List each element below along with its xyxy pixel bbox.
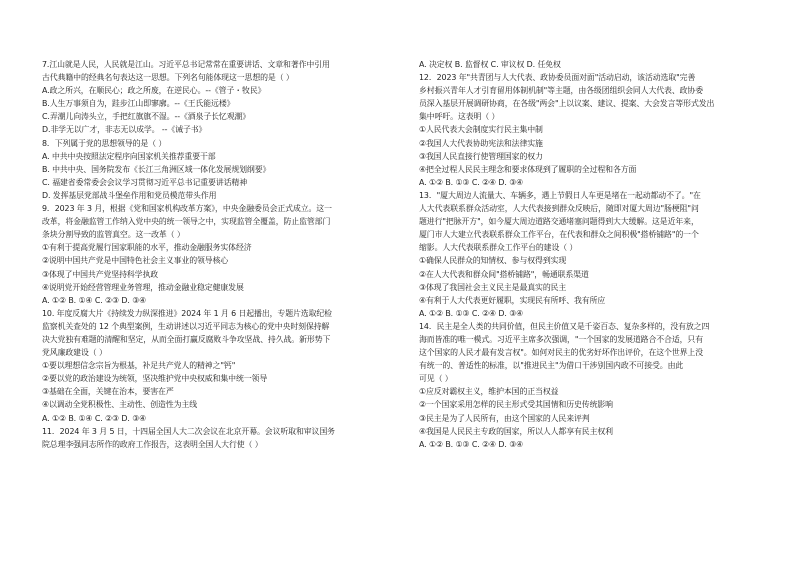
- right-column: [419, 58, 772, 561]
- text-line: 古代典籍中的经典名句表达这一思想。下列名句能体现这一思想的是（ ）: [42, 73, 294, 83]
- text-line: 可见（ ）: [419, 374, 453, 384]
- text-line: ①应反对霸权主义，维护本国的正当权益: [419, 387, 559, 397]
- text-line: D.非学无以广才，非志无以成学。 --《诫子书》: [42, 125, 207, 135]
- answer-options: A. ①② B. ①④ C. ②③ D. ③④: [42, 295, 147, 305]
- text-line: ④有利于人大代表更好履职，实现民有所呼、我有所应: [419, 295, 606, 305]
- text-line: 10. 年度反腐大片《持续发力纵深推进》2024 年 1 月 6 日起播出，专题片选取纪检: [42, 308, 332, 318]
- text-line: ④我国是人民民主专政的国家，所以人人都享有民主权利: [419, 426, 613, 436]
- text-line: 条块分割导致的监管真空。这一改革（ ）: [42, 230, 185, 240]
- text-line: C.弄潮儿向涛头立，手把红旗旗不湿。--《酒泉子长忆观潮》: [42, 112, 251, 122]
- text-line: 题进行"把脉开方"，如今厦大周边道路交通堵塞问题得到大大缓解。这是近年来，: [419, 217, 699, 227]
- text-line: ②一个国家采用怎样的民主形式受其国情和历史传统影响: [419, 400, 613, 410]
- text-line: ③基础在全面，关键在治本，要害在严: [42, 387, 174, 397]
- text-line: 11．2024 年 3 月 5 日，十四届全国人大二次会议在北京开幕。会议听取和审议国务: [42, 426, 335, 436]
- text-line: ①要以理想信念宗旨为根基，补足共产党人的精神之"钙": [42, 361, 236, 371]
- text-line: ④把全过程人民民主理念和要求体现到了履职的全过程和各方面: [419, 164, 637, 174]
- text-line: A. 中共中央按照法定程序向国家机关推荐重要干部: [42, 151, 216, 161]
- text-line: 监察机关查处的 12 个典型案例，生动讲述以习近平同志为核心的党中央时刻保持解: [42, 321, 330, 331]
- text-line: 这个国家的人民才最有发言权"。如何对民主的优劣好坏作出评价，在这个世界上没: [419, 348, 703, 358]
- text-line: ①人民代表大会制度实行民主集中制: [419, 125, 543, 135]
- text-line: ③我国人民直接行使管理国家的权力: [419, 151, 543, 161]
- text-line: B. 中共中央、国务院发布《长江三角洲区域一体化发展规划纲要》: [42, 164, 271, 174]
- text-line: B.人生万事须自为，跬步江山即寥廓。--《王氏能远楼》: [42, 99, 235, 109]
- text-line: ③体现了中国共产党坚持科学执政: [42, 269, 159, 279]
- text-line: 缩影。人大代表联系群众工作平台的建设（ ）: [419, 243, 578, 253]
- text-line: 乡村振兴青年人才引育留用体制机制"等主题，由各级团组织会同人大代表、政协委: [419, 86, 703, 96]
- text-line: 党风廉政建设（ ）: [42, 348, 107, 358]
- text-line: ②在人大代表和群众间"搭桥铺路"，畅通联系渠道: [419, 269, 589, 279]
- text-line: 13．"厦大周边人流量大、车辆多，遇上节假日人车更是堵在一起动都动不了。"在: [419, 190, 701, 200]
- text-line: ②要以党的政治建设为统领，坚决维护党中央权威和集中统一领导: [42, 374, 268, 384]
- text-line: 改革，将金融监管工作纳入党中央的统一领导之中，实现监管全覆盖，防止监管部门: [42, 217, 331, 227]
- text-line: ④说明党开始经营管理业务管理，推动金融业稳定健康发展: [42, 282, 244, 292]
- text-line: ③民主是为了人民所有，由这个国家的人民来评判: [419, 413, 590, 423]
- text-line: 院总理李强同志所作的政府工作报告，这表明全国人大行使（ ）: [42, 439, 263, 449]
- text-line: ①有利于提高党履行国家职能的水平，推动金融服务实体经济: [42, 243, 252, 253]
- answer-options: A. ①② B. ①③ C. ②④ D. ③④: [419, 308, 524, 318]
- answer-options: A. 决定权 B. 监督权 C. 审议权 D. 任免权: [419, 60, 561, 69]
- text-line: 海而皆准的唯一模式。习近平主席多次强调，"一个国家的发展道路合不合适，只有: [419, 334, 703, 344]
- text-line: 员深入基层开展调研协商，在各级"两会"上以议案、建议、提案、大会发言等形式发出: [419, 99, 715, 109]
- text-line: 14．民主是全人类的共同价值，但民主价值又是千姿百态、复杂多样的，没有放之四: [419, 321, 710, 331]
- text-line: 集中呼吁。这表明（ ）: [419, 112, 500, 122]
- text-line: 有统一的、普适性的标准，以"推进民主"为借口干涉别国内政不可接受。由此: [419, 361, 684, 371]
- text-line: 12．2023 年"共青团与人大代表、政协委员面对面"活动启动，该活动选取"完善: [419, 73, 696, 83]
- text-line: 7.江山就是人民，人民就是江山。习近平总书记常常在重要讲话、文章和著作中引用: [42, 60, 330, 69]
- answer-options: A. ①② B. ①③ C. ②④ D. ③④: [419, 439, 524, 449]
- text-line: 人大代表联系群众活动室，人大代表接到群众反映后，随即对厦大周边"肠梗阻"问: [419, 204, 699, 214]
- left-column: [42, 58, 395, 561]
- answer-options: A. ①② B. ①④ C. ②③ D. ③④: [42, 413, 147, 423]
- text-line: ④以调动全党积极性、主动性、创造性为主线: [42, 400, 197, 410]
- text-line: 厦门市人大建立代表联系群众工作平台，在代表和群众之间积极"搭桥铺路"的一个: [419, 230, 699, 240]
- text-line: ②我国人大代表协助宪法和法律实施: [419, 138, 543, 148]
- text-line: ③体现了我国社会主义民主是最真实的民主: [419, 282, 567, 292]
- text-line: ①确保人民群众的知情权、参与权得到实现: [419, 256, 567, 266]
- text-line: C. 福建省委常委会会议学习贯彻习近平总书记重要讲话精神: [42, 177, 247, 187]
- answer-options: A. ①② B. ①③ C. ②④ D. ③④: [419, 177, 524, 187]
- text-line: D. 发挥基层党部战斗堡垒作用和党员模范带头作用: [42, 190, 217, 200]
- text-line: 9．2023 年 3 月，根据《党和国家机构改革方案》，中央金融委员会正式成立。这一: [42, 204, 332, 214]
- text-line: ②说明中国共产党是中国特色社会主义事业的领导核心: [42, 256, 229, 266]
- text-line: 决大党独有难题的清醒和坚定，从而全面打赢反腐败斗争攻坚战、持久战。新形势下: [42, 334, 331, 344]
- text-line: A.政之所兴，在顺民心；政之所废，在逆民心。--《管子・牧民》: [42, 86, 266, 96]
- text-line: 8．下列属于党的思想领导的是（ ）: [42, 138, 167, 148]
